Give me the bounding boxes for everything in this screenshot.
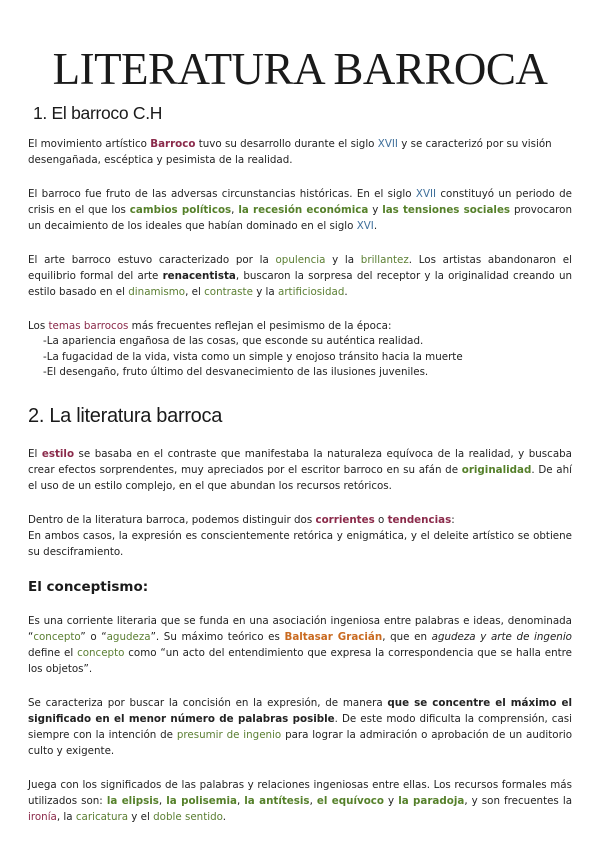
text: y xyxy=(383,794,399,807)
paragraph-corrientes xyxy=(28,512,572,560)
text: provocaron un decaimiento de los ideales que habían dominado en el siglo xyxy=(28,204,572,232)
highlight-cambios: cambios políticos xyxy=(129,204,232,216)
text: Los xyxy=(28,320,49,332)
text: constituyó un periodo de crisis en el que los xyxy=(28,188,573,216)
text: : xyxy=(451,513,455,526)
text: El xyxy=(28,447,42,460)
list-item: -La apariencia engañosa de las cosas, que esconde su auténtica realidad. xyxy=(43,335,424,347)
text: . Los artistas abandonaron el equilibrio formal del arte xyxy=(28,254,572,282)
text: En ambos casos, la expresión es conscientemente retórica y enigmática, y el deleite artístico se obtiene su desciframiento. xyxy=(28,529,572,558)
paragraph-temas xyxy=(28,318,572,334)
highlight-originalidad: originalidad xyxy=(461,463,532,476)
highlight-recesion: la recesión económica xyxy=(238,204,369,216)
highlight-barroco: Barroco xyxy=(150,138,196,150)
text: . xyxy=(222,810,227,823)
text: y la xyxy=(325,254,361,266)
text: . xyxy=(373,220,378,232)
text: , xyxy=(158,794,167,807)
text: ”. Su máximo teórico es xyxy=(150,630,285,643)
highlight-agudeza: agudeza xyxy=(106,630,151,643)
text: más frecuentes reflejan el pesimismo de la época: xyxy=(128,320,392,332)
highlight-artificiosidad: artificiosidad xyxy=(278,286,345,298)
text: El barroco fue fruto de las adversas circunstancias históricas. En el siglo xyxy=(28,188,416,200)
paragraph-intro xyxy=(28,136,572,168)
highlight-gracian: Baltasar Gracián xyxy=(284,630,383,643)
text: para lograr la admiración o aprobación de un auditorio culto y exigente. xyxy=(28,728,572,757)
list-item: -La fugacidad de la vida, vista como un simple y enojoso tránsito hacia la muerte xyxy=(43,350,463,363)
paragraph-estilo xyxy=(28,446,572,494)
text: El movimiento artístico xyxy=(28,138,151,150)
highlight-estilo: estilo xyxy=(41,447,75,460)
highlight-renacentista: renacentista xyxy=(162,270,236,282)
text: . xyxy=(344,286,348,298)
text: y el xyxy=(128,810,154,823)
highlight-corrientes: corrientes xyxy=(315,513,375,526)
highlight-temas: temas barrocos xyxy=(48,320,129,332)
highlight-tensiones: las tensiones sociales xyxy=(382,204,511,216)
highlight-antitesis: la antítesis xyxy=(244,794,310,807)
section-heading-literatura: 2. La literatura barroca xyxy=(28,404,223,427)
highlight-elipsis: la elipsis xyxy=(106,794,159,807)
highlight-tendencias: tendencias xyxy=(387,513,452,526)
highlight-paradoja: la paradoja xyxy=(398,794,465,807)
highlight-concision: que se concentre el máximo el significado en el menor número de palabras posible xyxy=(28,696,573,725)
text: , xyxy=(236,794,245,807)
highlight-presumir: presumir de ingenio xyxy=(176,728,282,741)
highlight-polisemia: la polisemia xyxy=(166,794,237,807)
temas-list xyxy=(28,334,572,381)
highlight-contraste: contraste xyxy=(204,286,253,298)
highlight-dinamismo: dinamismo xyxy=(128,286,186,298)
text: ” o “ xyxy=(80,630,107,643)
paragraph-arte xyxy=(28,252,572,300)
text: define el xyxy=(28,646,78,659)
highlight-doble-sentido: doble sentido xyxy=(153,810,223,823)
text: Se caracteriza por buscar la concisión en la expresión, de manera xyxy=(28,696,388,709)
paragraph-conceptismo-def xyxy=(28,613,572,677)
text: . De este modo dificulta la comprensión, casi siempre con la intención de xyxy=(28,712,572,741)
highlight-xvii: XVII xyxy=(415,188,437,200)
text: , buscaron la sorpresa del receptor y la originalidad creando un estilo basado en el xyxy=(28,270,573,298)
text: Es una corriente literaria que se funda en una asociación ingeniosa entre palabras e ideas, denominada “ xyxy=(28,614,572,643)
document-title: LITERATURA BARROCA xyxy=(52,44,548,94)
text: como “un acto del entendimiento que expresa la correspondencia que se halla entre los objetos”. xyxy=(28,646,572,675)
text: tuvo su desarrollo durante el siglo xyxy=(195,138,378,150)
text: Juega con los significados de las palabras y relaciones ingeniosas entre ellas. Los recursos formales más utilizados son: xyxy=(28,778,572,807)
highlight-brillantez: brillantez xyxy=(360,254,409,266)
text: , y son frecuentes la xyxy=(464,794,573,807)
text: El arte barroco estuvo caracterizado por la xyxy=(28,254,276,266)
paragraph-concision xyxy=(28,695,572,759)
highlight-obra: agudeza y arte de ingenio xyxy=(431,630,572,643)
text: , xyxy=(231,204,239,216)
text: , la xyxy=(56,810,76,823)
paragraph-historical xyxy=(28,186,572,234)
text: y xyxy=(368,204,383,216)
text: , xyxy=(309,794,317,807)
text: , que en xyxy=(382,630,432,643)
highlight-xvi: XVI xyxy=(356,220,374,232)
text: , el xyxy=(185,286,205,298)
highlight-concepto: concepto xyxy=(77,646,125,659)
text: Dentro de la literatura barroca, podemos distinguir dos xyxy=(28,513,316,526)
text: y se caracterizó por su visión desengañada, escéptica y pesimista de la realidad. xyxy=(28,138,552,166)
text: se basaba en el contraste que manifestaba la naturaleza equívoca de la realidad, y buscaba crear efectos sorprendentes, muy apreciados por el escritor barroco en su afán de xyxy=(28,447,572,476)
section-heading-conceptismo: El conceptismo: xyxy=(28,578,149,595)
highlight-equivoco: el equívoco xyxy=(316,794,384,807)
highlight-concepto: concepto xyxy=(33,630,81,643)
section-heading-barroco: 1. El barroco C.H xyxy=(33,103,163,123)
list-item: -El desengaño, fruto último del desvanecimiento de las ilusiones juveniles. xyxy=(43,366,429,378)
text: y la xyxy=(252,286,279,298)
highlight-caricatura: caricatura xyxy=(75,810,129,823)
highlight-opulencia: opulencia xyxy=(275,254,326,266)
text: o xyxy=(374,513,388,526)
highlight-ironia: ironía xyxy=(28,810,57,823)
highlight-xvii: XVII xyxy=(377,138,398,150)
paragraph-recursos xyxy=(28,777,572,825)
text: . De ahí el uso de un estilo complejo, en el que abundan los recursos retóricos. xyxy=(28,463,573,492)
